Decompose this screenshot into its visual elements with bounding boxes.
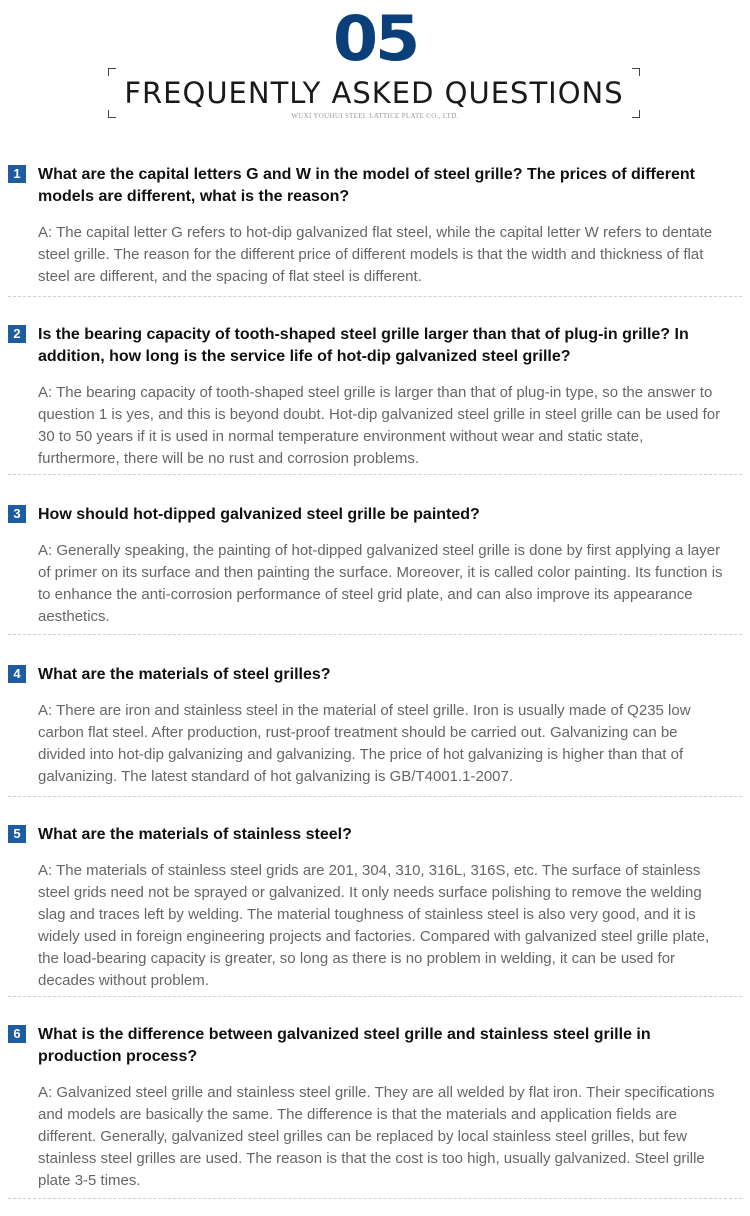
- question-text: What are the capital letters G and W in the model of steel grille? The prices of different models are different, what is the reason?: [38, 166, 695, 205]
- divider: [8, 296, 742, 297]
- answer-text: A: The materials of stainless steel grids are 201, 304, 310, 316L, 316S, etc. The surface of stainless steel grids need not be sprayed or galvanized. It only needs surface polishing to remove the welding slag and traces left by welding. The material toughness of stainless steel is also very good, and it is widely used in foreign engineering projects and factories. Compared with galvanized steel grille plate, the load-bearing capacity is greater, so long as there is no problem in welding, it can be used for decades without problem.: [38, 862, 710, 989]
- question-number-badge: 1: [8, 165, 26, 183]
- question-text: Is the bearing capacity of tooth-shaped steel grille larger than that of plug-in grille? In addition, how long is the service life of hot-dip galvanized steel grille?: [38, 326, 689, 365]
- page-title: FREQUENTLY ASKED QUESTIONS: [124, 76, 624, 110]
- header: [0, 0, 750, 150]
- question-number-badge: 5: [8, 825, 26, 843]
- question-text: How should hot-dipped galvanized steel grille be painted?: [38, 506, 480, 523]
- company-subtitle: WUXI YOUHUI STEEL LATTICE PLATE CO., LTD.: [291, 112, 459, 120]
- frame-corner-top-left: [108, 68, 116, 76]
- title-frame: [108, 68, 640, 118]
- question-text: What are the materials of stainless steel?: [38, 826, 352, 843]
- divider: [8, 996, 742, 997]
- divider: [8, 634, 742, 635]
- question-number-badge: 3: [8, 505, 26, 523]
- answer-text: A: Generally speaking, the painting of hot-dipped galvanized steel grille is done by first applying a layer of primer on its surface and then painting the surface. Moreover, it is called color painting. Its function is to enhance the anti-corrosion performance of steel grid plate, and can also improve its appearance aesthetics.: [38, 542, 723, 625]
- question-number-badge: 4: [8, 665, 26, 683]
- question-number-badge: 6: [8, 1025, 26, 1043]
- answer-text: A: The capital letter G refers to hot-dip galvanized flat steel, while the capital letter W refers to dentate steel grille. The reason for the different price of different models is that the width and thickness of flat steel are different, and the spacing of flat steel is different.: [38, 224, 713, 285]
- frame-corner-top-right: [632, 68, 640, 76]
- divider: [8, 474, 742, 475]
- answer-text: A: Galvanized steel grille and stainless steel grille. They are all welded by flat iron. Their specifications and models are basically the same. The difference is that the materials and application fields are different. Generally, galvanized steel grilles can be replaced by local stainless steel grilles, but few stainless steel grilles are used. The reason is that the cost is too high, usually galvanized. Steel grille plate 3-5 times.: [38, 1084, 715, 1189]
- question-text: What is the difference between galvanized steel grille and stainless steel grille in production process?: [38, 1026, 651, 1065]
- question-text: What are the materials of steel grilles?: [38, 666, 331, 683]
- divider: [8, 796, 742, 797]
- answer-text: A: The bearing capacity of tooth-shaped steel grille is larger than that of plug-in type, so the answer to question 1 is yes, and this is beyond doubt. Hot-dip galvanized steel grille in steel grille can be used for 30 to 50 years if it is used in normal temperature environment without wear and static state, furthermore, there will be no rust and corrosion problems.: [38, 384, 721, 467]
- divider: [8, 1198, 742, 1199]
- section-number: 05: [332, 2, 418, 75]
- question-number-badge: 2: [8, 325, 26, 343]
- answer-text: A: There are iron and stainless steel in the material of steel grille. Iron is usually made of Q235 low carbon flat steel. After production, rust-proof treatment should be carried out. Galvanizing can be divided into hot-dip galvanizing and galvanizing. The price of hot galvanizing is higher than that of galvanizing. The latest standard of hot galvanizing is GB/T4001.1-2007.: [38, 702, 691, 785]
